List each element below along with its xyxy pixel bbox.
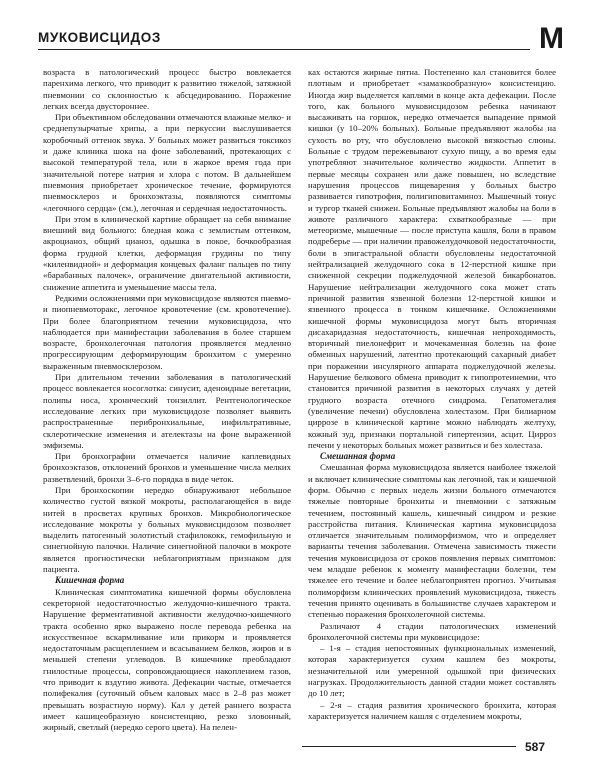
- paragraph: При этом в клинической картине обращает на себя внимание внешний вид больного: бледная кожа с землистым оттенком, акроцианоз, общий цианоз, одышка в покое, бочкообразная форма грудной клетки, деформация грудины по типу «киленвидной» и деформация концевых фаланг пальцев по типу «барабанных палочек», ограничение двигательной активности, снижение аппетита и уменьшение массы тела.: [43, 213, 291, 292]
- paragraph: Различают 4 стадии патологических изменений бронхолегочной системы при муковисцидозе:: [308, 620, 556, 642]
- paragraph: ках остаются жирные пятна. Постепенно кал становится более плотным и приобретает «замазкообразную» консистенцию. Иногда жир выделяется каплями в конце акта дефекации. После того, как больного муковисцидозом ребенка начинают высаживать на горшок, нередко отмечается выпадение прямой кишки (у 10–20% больных). Больные предъявляют жалобы на сухость во рту, что обусловлено высокой вязкостью слюны. Больные с трудом пережевывают сухую пищу, а во время еды употребляют значительное количество жидкости. Аппетит в первые месяцы сохранен или даже повышен, но вследствие нарушения процессов пищеварения у больных быстро развивается гипотрофия, полигиповитаминоз. Мышечный тонус и тургор тканей снижен. Больные предъявляют жалобы на боли в животе различного характера: схваткообразные — при метеоризме, мышечные — после приступа кашля, боли в правом подреберье — при наличии правожелудочковой недостаточности, боли в эпигастральной области обусловлены недостаточной нейтрализацией желудочного сока в 12-перстной кишке при сниженной секреции поджелудочной железой бикарбонатов. Нарушение нейтрализации желудочного сока может стать причиной развития язвенной болезни 12-перстной кишки и язвенного процесса в тонком кишечнике. Осложнениями кишечной формы муковисцидоза могут быть вторичная дисахаридазная недостаточность, кишечная непроходимость, вторичный пиелонефрит и мочекаменная болезнь на фоне обменных нарушений, латентно протекающий сахарный диабет при поражении инсулярного аппарата поджелудочной железы. Нарушение белкового обмена приводит к гипопротеинемии, что становится причиной развития в некоторых случаях у детей грудного возраста отечного синдрома. Гепатомегалия (увеличение печени) обусловлена холестазом. При билиарном циррозе в клинической картине можно наблюдать желтуху, кожный зуд, признаки портальной гипертензии, асцит. Цирроз печени у некоторых больных может развиться и без холестаза.: [308, 67, 556, 450]
- section-heading: Кишечная форма: [55, 575, 125, 586]
- paragraph: возраста в патологический процесс быстро вовлекается паренхима легкого, что приводит к развитию тяжелой, затяжной пневмонии со склонностью к абсцедированию. Поражение легких всегда двустороннее.: [43, 67, 291, 111]
- paragraph: При длительном течении заболевания в патологический процесс вовлекается носоглотка: синусит, аденоидные вегетации, полипы носа, хронический тонзиллит. Рентгенологическое исследование легких при муковисцидозе позволяет выявить распространенные перибронхиальные, инфильтративные, склеротические изменения и ателектазы на фоне выраженной эмфиземы.: [43, 372, 291, 450]
- footer-rule: [302, 746, 516, 747]
- section-heading: Смешанная форма: [320, 451, 396, 462]
- paragraph: Смешанная форма муковисцидоза является наиболее тяжелой и включает клинические симптомы как легочной, так и кишечной форм. Обычно с первых недель жизни больного отмечаются тяжелые повторные бронхиты и пневмонии с затяжным течением, постоянный кашель, кишечный синдром и резкие расстройства питания. Клиническая картина муковисцидоза отличается значительным полиморфизмом, что и определяет варианты течения заболевания. Отмечена зависимость тяжести течения муковисцидоза от сроков появления первых симптомов: чем младше ребенок к моменту манифестации болезни, тем тяжелее его течение и более неблагоприятен прогноз. Учитывая полиморфизм клинических проявлений муковисцидоза, тяжесть течения принято оценивать в большинстве случаев характером и степенью поражения бронхолегочной системы.: [308, 462, 556, 620]
- paragraph: При бронхографии отмечается наличие каплевидных бронхоэктазов, отклонений бронхов и уменьшение числа мелких разветвлений, бронхи 3–6-го порядка в виде четок.: [43, 451, 291, 484]
- page-number: 587: [525, 740, 546, 754]
- right-column: [308, 67, 556, 722]
- paragraph: При объективном обследовании отмечаются влажные мелко- и среднепузырчатые хрипы, а при перкуссии выслушивается коробочный оттенок звука. У больных может развиться токсикоз и даже клиника шока на фоне заболеваний, протекающих с высокой температурой тела, или в жаркое время года при значительной потере натрия и хлора с потом. В дальнейшем пневмония приобретает хроническое течение, формируются пневмосклероз и бронхоэктазы, появляются симптомы «легочного сердца» (см.), легочная и сердечная недостаточность.: [43, 112, 291, 213]
- paragraph: Клиническая симптоматика кишечной формы обусловлена секреторной недостаточностью желудочно-кишечного тракта. Нарушение ферментативной активности желудочно-кишечного тракта особенно ярко выражено после перевода ребенка на искусственное вскармливание или прикорм и проявляется недостаточным расщеплением и всасыванием белков, жиров и в меньшей степени углеводов. В кишечнике преобладают гнилостные процессы, сопровождающиеся накоплением газов, что приводит к вздутию живота. Дефекации частые, отмечается полифекалия (суточный объем каловых масс в 2–8 раз может превышать возрастную норму). Кал у детей раннего возраста имеет кашицеобразную консистенцию, резко зловонный, жирный, светлый (нередко серого цвета). На пелен-: [43, 586, 291, 733]
- paragraph: Редкими осложнениями при муковисцидозе являются пневмо- и пиопневмоторакс, легочное кровотечение (см. кровотечение). При более благоприятном течении муковисцидоза, что наблюдается при манифестации заболевания в более старшем возрасте, бронхолегочная патология проявляется медленно прогрессирующим деформирующим бронхитом с умеренно выраженным пневмосклерозом.: [43, 292, 291, 371]
- page-header: [38, 22, 564, 55]
- paragraph: При бронхоскопии нередко обнаруживают небольшое количество густой вязкой мокроты, располагающейся в виде нитей в просветах крупных бронхов. Микробиологическое исследование мокроты у больных муковисцидозом позволяет выделить патогенный золотистый стафилококк, гемофильную и синегнойную палочки. Наличие синегнойной палочки в мокроте является прогностически неблагоприятным признаком для пациента.: [43, 484, 291, 575]
- paragraph: – 2-я – стадия развития хронического бронхита, которая характеризуется наличием кашля с отделением мокроты,: [308, 699, 556, 721]
- section-letter: М: [539, 22, 564, 55]
- header-rule: [38, 49, 530, 50]
- left-column: [43, 67, 291, 734]
- running-title: МУКОВИСЦИДОЗ: [38, 30, 161, 45]
- paragraph: – 1-я – стадия непостоянных функциональных изменений, которая характеризуется сухим кашлем без мокроты, незначительной или умеренной одышкой при физических нагрузках. Продолжительность данной стадии может составлять до 10 лет;: [308, 643, 556, 699]
